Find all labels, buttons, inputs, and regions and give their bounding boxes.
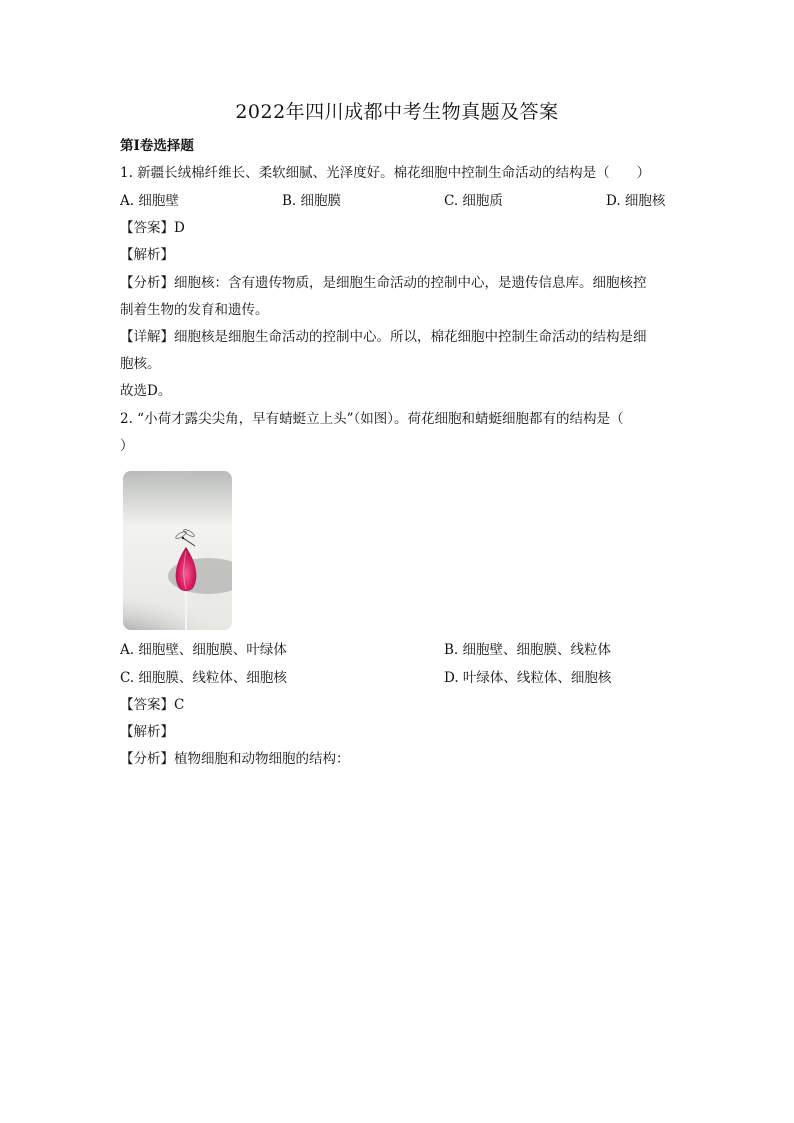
q1-option-a: A. 细胞壁 bbox=[120, 193, 179, 209]
q2-option-c: C. 细胞膜、线粒体、细胞核 bbox=[120, 670, 287, 686]
section-heading: 第I卷选择题 bbox=[120, 138, 194, 154]
q1-xiangjie-line-2: 胞核。 bbox=[120, 356, 161, 372]
q2-fenxi: 【分析】植物细胞和动物细胞的结构： bbox=[120, 751, 350, 767]
q2-answer: 【答案】C bbox=[120, 697, 185, 713]
q1-conclusion: 故选D。 bbox=[120, 383, 172, 399]
document-title: 2022年四川成都中考生物真题及答案 bbox=[235, 101, 559, 123]
q2-stem-line-2: ） bbox=[120, 438, 134, 454]
q2-option-d: D. 叶绿体、线粒体、细胞核 bbox=[444, 670, 612, 686]
q1-option-b: B. 细胞膜 bbox=[282, 193, 342, 209]
q2-option-b: B. 细胞壁、细胞膜、线粒体 bbox=[444, 642, 612, 658]
q2-analysis-heading: 【解析】 bbox=[120, 724, 174, 740]
q2-stem-line-1: 2. “小荷才露尖尖角，早有蜻蜓立上头”（如图）。荷花细胞和蜻蜓细胞都有的结构是（ bbox=[120, 411, 624, 427]
lotus-dragonfly-image bbox=[123, 471, 232, 630]
q1-xiangjie-line-1: 【详解】细胞核是细胞生命活动的控制中心。所以，棉花细胞中控制生命活动的结构是细 bbox=[120, 329, 647, 345]
q1-stem: 1. 新疆长绒棉纤维长、柔软细腻、光泽度好。棉花细胞中控制生命活动的结构是（ ） bbox=[120, 165, 651, 181]
q1-option-d: D. 细胞核 bbox=[606, 193, 666, 209]
q1-fenxi-line-1: 【分析】细胞核：含有遗传物质，是细胞生命活动的控制中心，是遗传信息库。细胞核控 bbox=[120, 275, 647, 291]
q1-analysis-heading: 【解析】 bbox=[120, 247, 174, 263]
q1-option-c: C. 细胞质 bbox=[444, 193, 503, 209]
q1-answer: 【答案】D bbox=[120, 220, 185, 236]
q1-fenxi-line-2: 制着生物的发育和遗传。 bbox=[120, 302, 269, 318]
q2-option-a: A. 细胞壁、细胞膜、叶绿体 bbox=[120, 642, 287, 658]
